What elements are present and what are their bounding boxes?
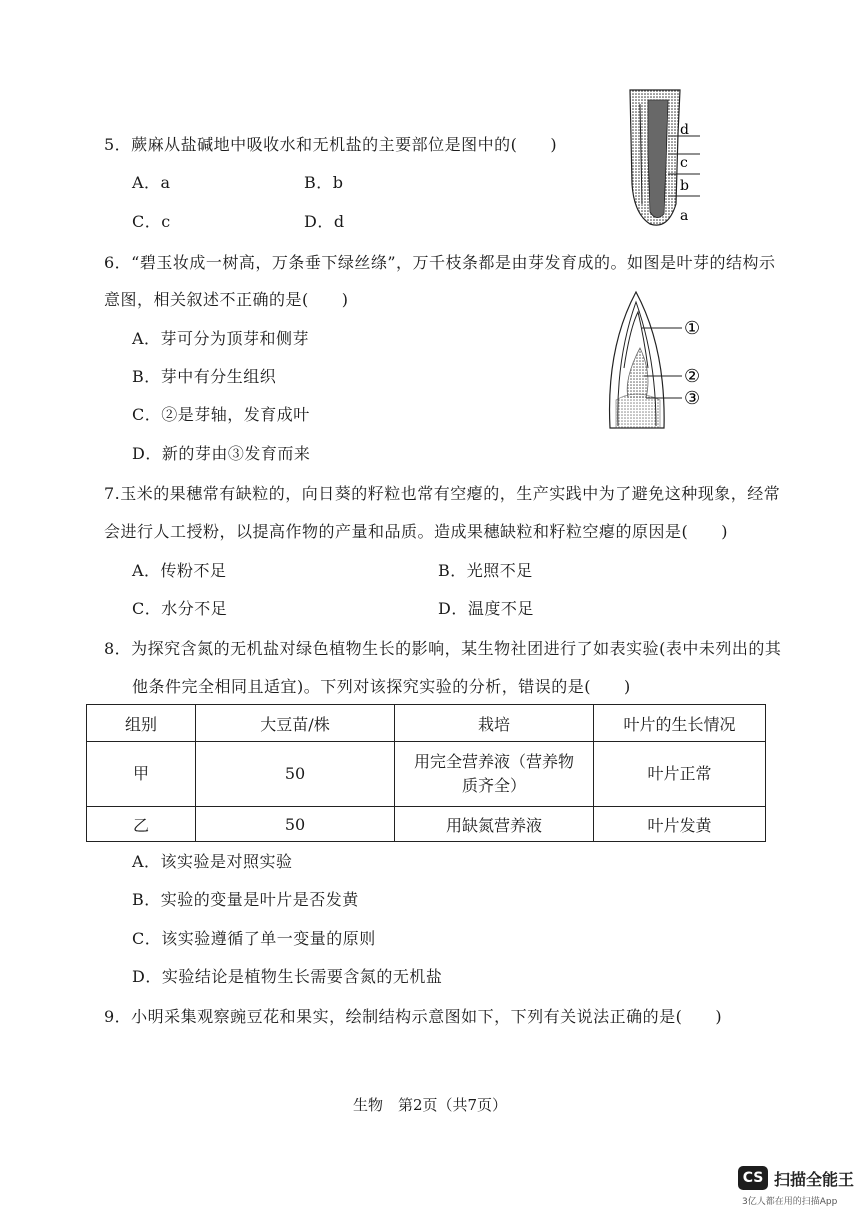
table-header-row bbox=[87, 705, 766, 742]
table-header-leaf-growth: 叶片的生长情况 bbox=[594, 705, 766, 742]
q8-option-c: C．该实验遵循了单一变量的原则 bbox=[132, 929, 376, 948]
q6-stem-line2: 意图，相关叙述不正确的是( ) bbox=[104, 290, 349, 309]
q8-stem-line2: 他条件完全相同且适宜)。下列对该探究实验的分析，错误的是( ) bbox=[132, 677, 631, 696]
q5-stem: 5．蕨麻从盐碱地中吸收水和无机盐的主要部位是图中的( ) bbox=[104, 135, 558, 154]
table-cell-group: 乙 bbox=[87, 807, 196, 842]
bud-label-2: ② bbox=[684, 366, 701, 387]
table-row bbox=[87, 807, 766, 842]
table-header-cultivation: 栽培 bbox=[395, 705, 594, 742]
q7-stem-line2: 会进行人工授粉，以提高作物的产量和品质。造成果穗缺粒和籽粒空瘪的原因是( ) bbox=[104, 522, 728, 541]
bud-label-3: ③ bbox=[684, 388, 701, 409]
page-footer: 生物 第2页（共7页） bbox=[352, 1096, 508, 1114]
q6-option-d: D．新的芽由③发育而来 bbox=[132, 444, 311, 463]
q7-option-b: B．光照不足 bbox=[438, 561, 533, 580]
root-label-a: a bbox=[680, 208, 689, 224]
root-label-d: d bbox=[680, 122, 689, 138]
q8-option-d: D．实验结论是植物生长需要含氮的无机盐 bbox=[132, 967, 443, 986]
root-label-c: c bbox=[680, 155, 688, 171]
q8-stem-line1: 8．为探究含氮的无机盐对绿色植物生长的影响，某生物社团进行了如表实验(表中未列出的其 bbox=[104, 639, 782, 658]
brand-tagline: 3亿人都在用的扫描App bbox=[742, 1197, 838, 1207]
experiment-table bbox=[86, 704, 766, 842]
root-tip-figure bbox=[620, 84, 720, 234]
table-row bbox=[87, 742, 766, 807]
q7-option-a: A．传粉不足 bbox=[132, 561, 227, 580]
q5-option-b: B．b bbox=[304, 173, 344, 192]
table-cell-leaf: 叶片发黄 bbox=[594, 807, 766, 842]
table-header-group: 组别 bbox=[87, 705, 196, 742]
q5-option-c: C．c bbox=[132, 212, 171, 231]
bud-label-1: ① bbox=[684, 318, 701, 339]
camscanner-logo-icon: CS bbox=[738, 1166, 768, 1190]
brand-name: 扫描全能王 bbox=[774, 1170, 855, 1189]
cultivation-line2: 质齐全） bbox=[461, 776, 526, 795]
table-cell-group: 甲 bbox=[87, 742, 196, 807]
q6-option-c: C．②是芽轴，发育成叶 bbox=[132, 405, 310, 424]
table-cell-seedlings: 50 bbox=[196, 807, 395, 842]
leaf-bud-figure bbox=[600, 288, 730, 438]
table-cell-seedlings: 50 bbox=[196, 742, 395, 807]
q5-option-d: D．d bbox=[304, 212, 345, 231]
q7-option-c: C．水分不足 bbox=[132, 599, 228, 618]
table-cell-cultivation bbox=[395, 742, 594, 807]
q7-option-d: D．温度不足 bbox=[438, 599, 534, 618]
q6-stem-line1: 6．“碧玉妆成一树高，万条垂下绿丝绦”，万千枝条都是由芽发育成的。如图是叶芽的结构示 bbox=[104, 253, 776, 272]
root-label-b: b bbox=[680, 178, 689, 194]
q7-stem-line1: 7.玉米的果穗常有缺粒的，向日葵的籽粒也常有空瘪的，生产实践中为了避免这种现象，经常 bbox=[104, 484, 781, 503]
q6-option-a: A．芽可分为顶芽和侧芽 bbox=[132, 329, 310, 348]
table-cell-cultivation: 用缺氮营养液 bbox=[395, 807, 594, 842]
table-header-seedlings: 大豆苗/株 bbox=[196, 705, 395, 742]
q5-option-a: A．a bbox=[132, 173, 171, 192]
q8-option-a: A．该实验是对照实验 bbox=[132, 852, 293, 871]
q8-option-b: B．实验的变量是叶片是否发黄 bbox=[132, 890, 359, 909]
cultivation-line1: 用完全营养液（营养物 bbox=[413, 752, 574, 771]
q9-stem: 9．小明采集观察豌豆花和果实，绘制结构示意图如下，下列有关说法正确的是( ) bbox=[104, 1007, 723, 1026]
table-cell-leaf: 叶片正常 bbox=[594, 742, 766, 807]
q6-option-b: B．芽中有分生组织 bbox=[132, 367, 277, 386]
